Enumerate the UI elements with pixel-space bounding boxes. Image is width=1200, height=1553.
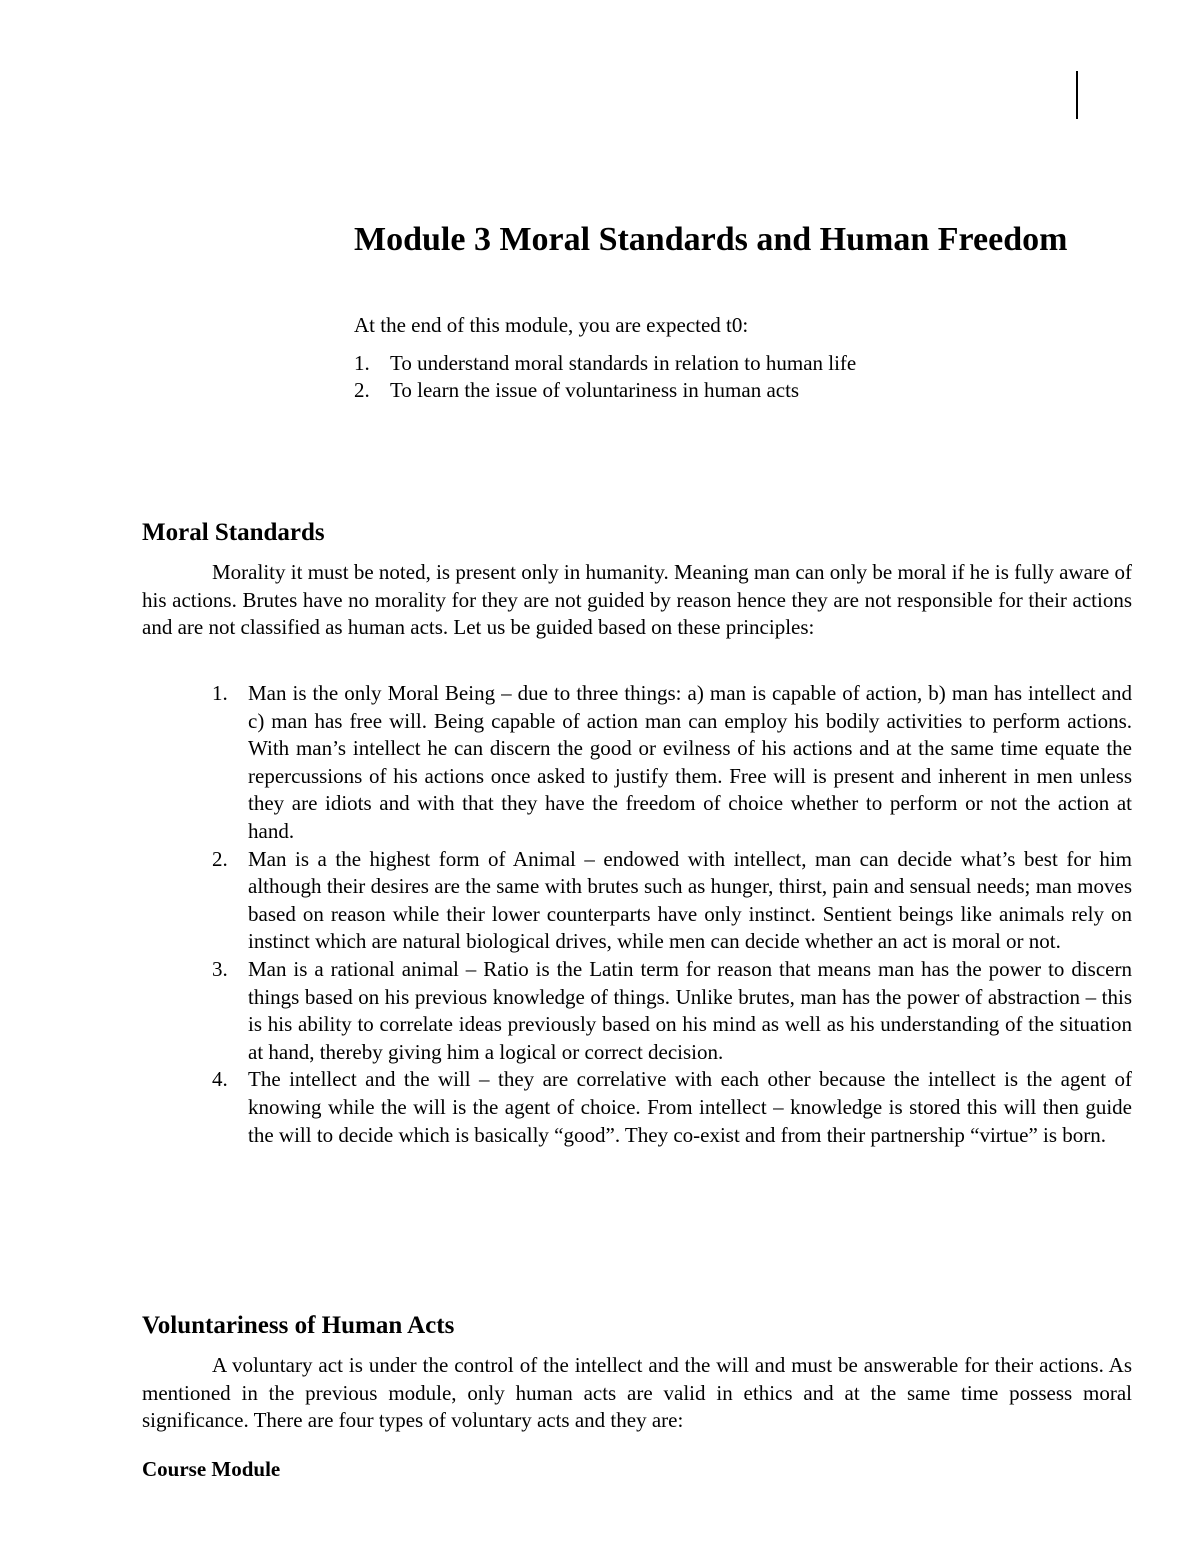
- module-intro: At the end of this module, you are expected t0:: [354, 313, 749, 337]
- principle-item: [212, 1066, 1132, 1149]
- section-heading-voluntariness: Voluntariness of Human Acts: [142, 1312, 455, 1339]
- principle-item: [212, 846, 1132, 956]
- voluntariness-paragraph: A voluntary act is under the control of the intellect and the will and must be answerable for their actions. As mentioned in the previous module, only human acts are valid in ethics and at the same time possess moral significance. There are four types of voluntary acts and they are:: [142, 1353, 1132, 1433]
- principle-number: 3.: [212, 956, 228, 981]
- header-rule: [1076, 71, 1078, 119]
- principle-text: The intellect and the will – they are correlative with each other because the intellect is the agent of knowing while the will is the agent of choice. From intellect – knowledge is stored this will then guide the will to decide which is basically “good”. They co-exist and from their partnership “virtue” is born.: [248, 1067, 1132, 1147]
- objective-item: [354, 377, 856, 404]
- objective-number: 1.: [354, 351, 370, 375]
- principle-item: [212, 680, 1132, 846]
- principle-text: Man is a the highest form of Animal – endowed with intellect, man can decide what’s best for him although their desires are the same with brutes such as hunger, thirst, pain and sensual needs; man moves based on reason while their lower counterparts have only instinct. Sentient beings like animals rely on instinct which are natural biological drives, while men can decide whether an act is moral or not.: [248, 846, 1132, 954]
- principle-number: 2.: [212, 846, 228, 871]
- principle-text: Man is a rational animal – Ratio is the Latin term for reason that means man has the power to discern things based on his previous knowledge of things. Unlike brutes, man has the power of abstraction – this is his ability to correlate ideas previously based on his mind as well as his understanding of the situation at hand, thereby giving him a logical or correct decision.: [248, 956, 1132, 1064]
- principle-text: Man is the only Moral Being – due to three things: a) man is capable of action, b) man has intellect and c) man has free will. Being capable of action man can employ his bodily activities to perform actions. With man’s intellect he can discern the good or evilness of his actions and at the same time equate the repercussions of his actions once asked to justify them. Free will is present and inherent in men unless they are idiots and with that they have the freedom of choice whether to perform or not the action at hand.: [248, 681, 1132, 843]
- principle-item: [212, 956, 1132, 1066]
- section-heading-moral-standards: Moral Standards: [142, 519, 325, 546]
- objective-item: [354, 350, 856, 377]
- module-title: Module 3 Moral Standards and Human Freedom: [354, 221, 1068, 258]
- principles-list: [212, 680, 1132, 1149]
- objective-number: 2.: [354, 378, 370, 402]
- objective-text: To learn the issue of voluntariness in human acts: [390, 378, 800, 402]
- objectives-list: [354, 350, 856, 404]
- principle-number: 1.: [212, 681, 228, 705]
- footer-course-module: Course Module: [142, 1457, 281, 1481]
- principle-number: 4.: [212, 1067, 228, 1092]
- moral-standards-paragraph: Morality it must be noted, is present only in humanity. Meaning man can only be moral if he is fully aware of his actions. Brutes have no morality for they are not guided by reason hence they are not responsible for their actions and are not classified as human acts. Let us be guided based on these principles:: [142, 560, 1132, 640]
- objective-text: To understand moral standards in relation to human life: [390, 351, 857, 375]
